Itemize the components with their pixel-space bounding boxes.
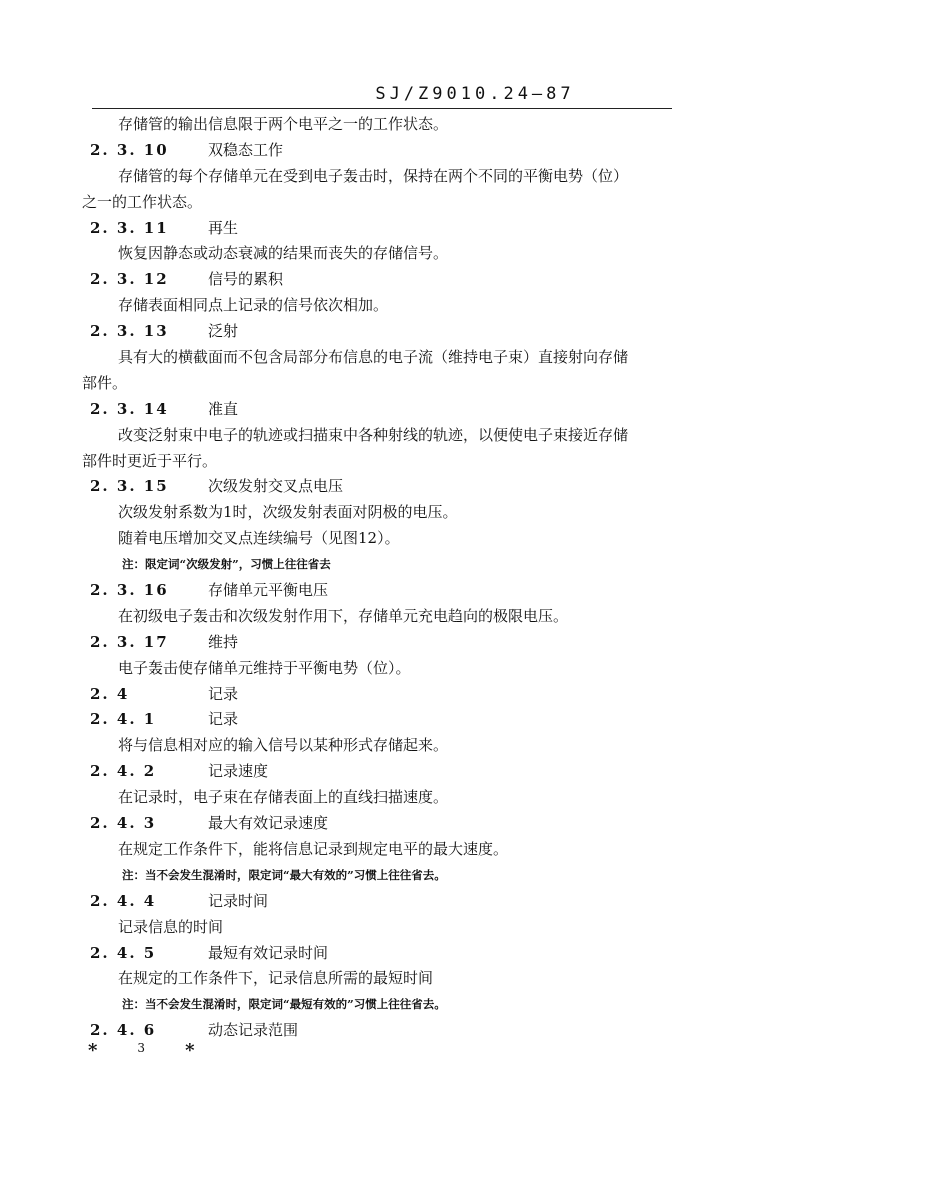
section-heading [82,682,722,708]
body-text-line: 在规定的工作条件下，记录信息所需的最短时间 [118,969,434,988]
section-title: 记录时间 [208,891,269,910]
section-heading [82,397,722,423]
body-text-line: 在初级电子轰击和次级发射作用下，存储单元充电趋向的极限电压。 [118,606,569,625]
footer-right-star: * [185,1040,195,1061]
section-title: 存储单元平衡电压 [208,581,329,600]
section-heading [82,319,722,345]
section-title: 再生 [208,218,239,237]
body-text-line: 之一的工作状态。 [82,192,203,211]
section-title: 维持 [208,632,239,651]
section-number: 2. 3. 12 [90,270,169,289]
section-number: 2. 4. 2 [90,762,157,781]
section-title: 信号的累积 [208,270,284,289]
section-number: 2. 3. 14 [90,399,169,418]
section-heading [82,941,722,967]
section-heading [82,138,722,164]
section-heading [82,216,722,242]
section-number: 2. 4. 1 [90,710,157,729]
section-heading [82,759,722,785]
body-text-line: 随着电压增加交叉点连续编号（见图12）。 [118,529,400,548]
body-text-line: 具有大的横截面而不包含局部分布信息的电子流（维持电子束）直接射向存储 [118,348,629,367]
section-heading [82,811,722,837]
section-number: 2. 3. 13 [90,322,169,341]
document-body [82,112,722,1044]
document-number-header: SJ/Z9010.24—87 [375,84,575,104]
section-number: 2. 4. 3 [90,814,157,833]
body-text-line: 恢复因静态或动态衰减的结果而丧失的存储信号。 [118,244,449,263]
body-text-line: 存储表面相同点上记录的信号依次相加。 [118,296,389,315]
body-text-line: 部件。 [82,373,128,392]
section-heading [82,578,722,604]
section-number: 2. 3. 15 [90,477,169,496]
body-text-line: 改变泛射束中电子的轨迹或扫描束中各种射线的轨迹，以便使电子束接近存储 [118,425,629,444]
section-number: 2. 4. 5 [90,943,157,962]
section-heading [82,707,722,733]
body-text-line: 部件时更近于平行。 [82,451,218,470]
footer-left-star: * [88,1040,98,1061]
section-title: 记录速度 [208,762,269,781]
section-heading [82,267,722,293]
section-title: 记录 [208,684,239,703]
body-text-line: 在记录时，电子束在存储表面上的直线扫描速度。 [118,788,449,807]
section-number: 2. 3. 11 [90,218,169,237]
body-text-line: 将与信息相对应的输入信号以某种形式存储起来。 [118,736,449,755]
section-title: 最短有效记录时间 [208,943,329,962]
body-text-line: 电子轰击使存储单元维持于平衡电势（位）。 [118,658,411,677]
section-title: 动态记录范围 [208,1021,299,1040]
note-line: 注：限定词“次级发射”，习惯上往往省去 [122,557,331,572]
section-number: 2. 3. 16 [90,581,169,600]
body-text-line: 存储管的输出信息限于两个电平之一的工作状态。 [118,115,449,133]
section-heading [82,474,722,500]
section-number: 2. 3. 10 [90,140,169,159]
page-number: 3 [137,1041,146,1055]
section-title: 最大有效记录速度 [208,814,329,833]
note-line: 注：当不会发生混淆时，限定词“最短有效的”习惯上往往省去。 [122,997,446,1012]
body-text-line: 在规定工作条件下，能将信息记录到规定电平的最大速度。 [118,839,509,858]
header-rule [92,108,672,109]
body-text-line: 次级发射系数为1时，次级发射表面对阴极的电压。 [118,503,458,522]
section-title: 泛射 [208,322,239,341]
section-title: 准直 [208,399,239,418]
body-text-line: 存储管的每个存储单元在受到电子轰击时，保持在两个不同的平衡电势（位） [118,166,629,185]
section-heading [82,889,722,915]
section-title: 记录 [208,710,239,729]
section-number: 2. 3. 17 [90,632,169,651]
page-footer [88,1040,194,1061]
section-number: 2. 4. 6 [90,1021,157,1040]
section-title: 双稳态工作 [208,140,284,159]
section-heading [82,630,722,656]
body-text-line: 记录信息的时间 [118,917,224,936]
note-line: 注：当不会发生混淆时，限定词“最大有效的”习惯上往往省去。 [122,867,446,882]
section-number: 2. 4 [90,684,130,703]
section-number: 2. 4. 4 [90,891,157,910]
section-title: 次级发射交叉点电压 [208,477,344,496]
